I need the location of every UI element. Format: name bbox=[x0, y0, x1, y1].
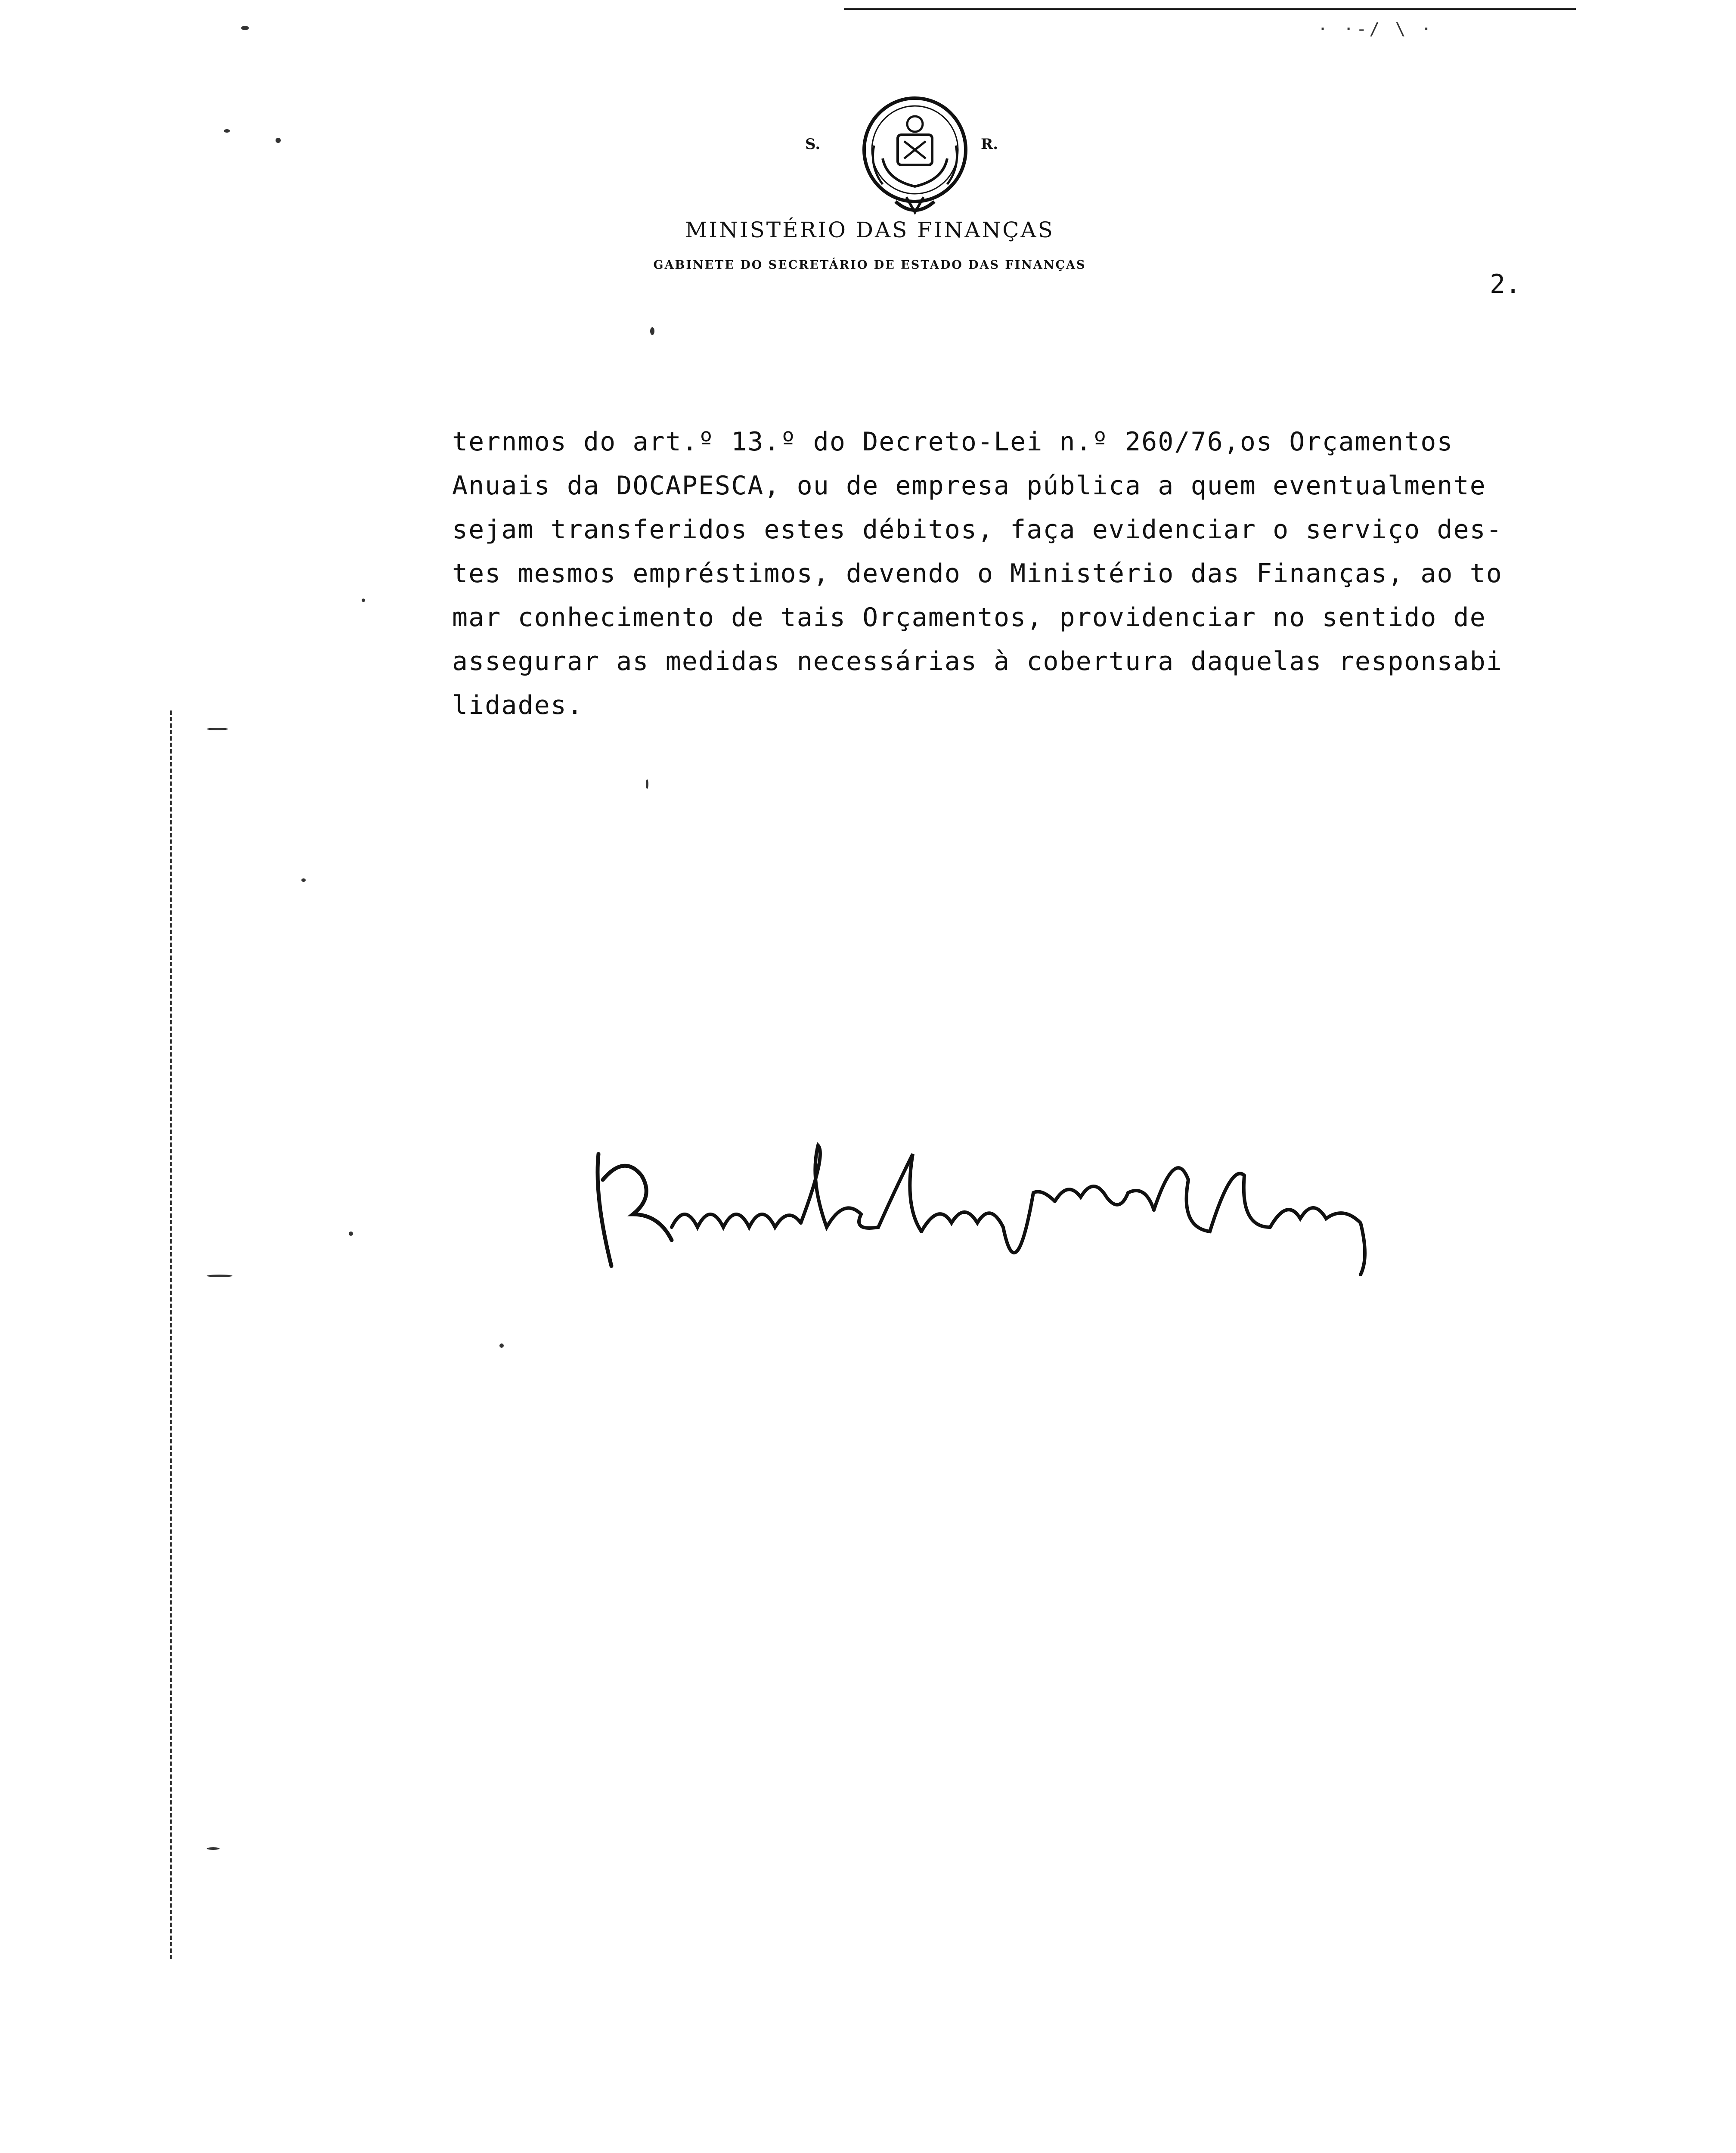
top-rule bbox=[844, 8, 1576, 10]
left-margin-edge bbox=[170, 710, 175, 1959]
handwritten-signature bbox=[586, 1128, 1498, 1292]
body-line: lidades. bbox=[452, 690, 583, 720]
scan-speck bbox=[276, 138, 281, 143]
scan-speck bbox=[349, 1232, 353, 1236]
scan-speck bbox=[224, 129, 230, 133]
scan-speck bbox=[499, 1343, 504, 1348]
body-line: assegurar as medidas necessárias à cobertura daquelas responsabi bbox=[452, 646, 1503, 676]
scan-speck bbox=[207, 728, 228, 730]
body-line: ternmos do art.º 13.º do Decreto-Lei n.º 260/76,os Orçamentos bbox=[452, 427, 1454, 457]
scan-speck bbox=[241, 26, 249, 30]
coat-of-arms-seal bbox=[857, 94, 973, 219]
letter-body bbox=[452, 420, 1623, 727]
body-line: sejam transferidos estes débitos, faça evidenciar o serviço des- bbox=[452, 515, 1503, 545]
page-mark: · ·-/ \ · bbox=[1318, 19, 1434, 39]
page-number: 2. bbox=[1490, 269, 1521, 299]
scan-speck bbox=[207, 1275, 232, 1277]
scan-speck bbox=[646, 779, 648, 789]
scan-speck bbox=[301, 878, 306, 882]
seal-letter-r: R. bbox=[981, 136, 998, 153]
seal-letter-s: S. bbox=[805, 136, 821, 153]
body-line: Anuais da DOCAPESCA, ou de empresa pública a quem eventualmente bbox=[452, 471, 1486, 501]
body-line: mar conhecimento de tais Orçamentos, providenciar no sentido de bbox=[452, 602, 1486, 633]
ministry-title: MINISTÉRIO DAS FINANÇAS bbox=[685, 217, 1054, 242]
scan-speck bbox=[650, 327, 654, 335]
scan-speck bbox=[362, 599, 365, 602]
scan-speck bbox=[207, 1847, 220, 1850]
cabinet-subtitle: GABINETE DO SECRETÁRIO DE ESTADO DAS FINANÇAS bbox=[653, 258, 1086, 272]
body-line: tes mesmos empréstimos, devendo o Ministério das Finanças, ao to bbox=[452, 558, 1503, 589]
